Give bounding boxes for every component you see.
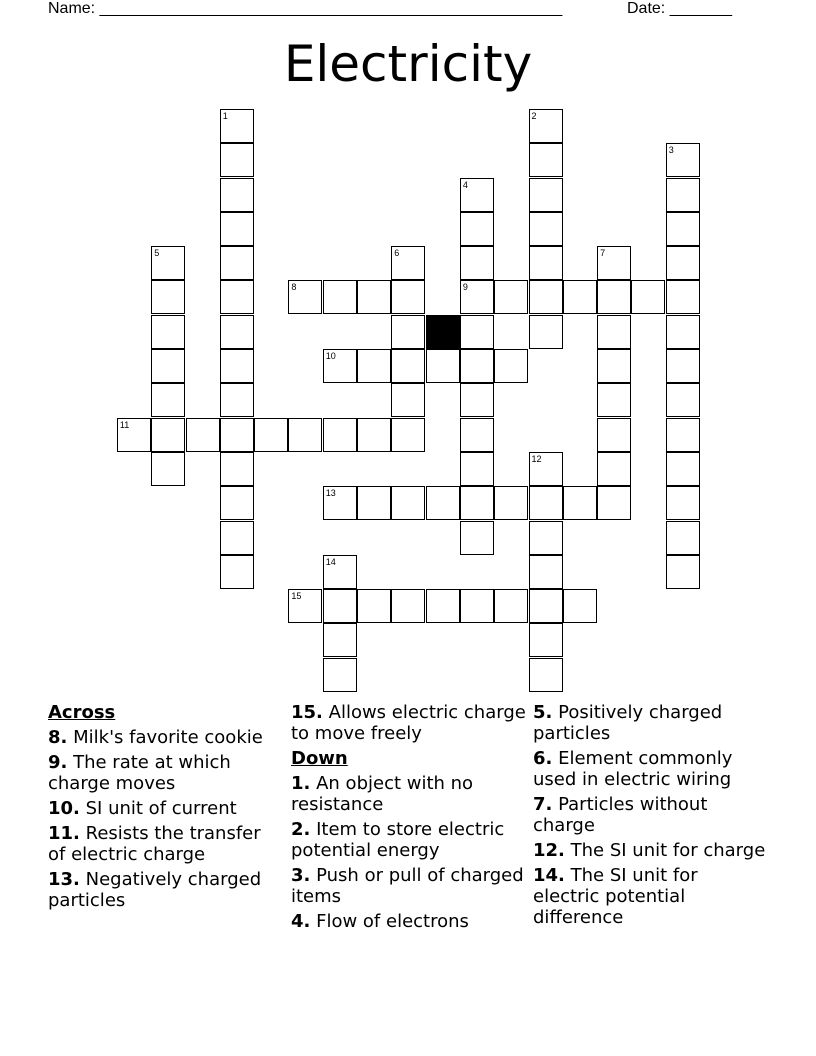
grid-cell[interactable] <box>391 418 425 452</box>
clue-across-10: 10. SI unit of current <box>48 798 237 819</box>
clue-down-7: 7. Particles without charge <box>533 794 708 836</box>
grid-cell[interactable] <box>494 589 528 623</box>
grid-cell[interactable] <box>391 315 425 349</box>
grid-cell[interactable] <box>220 486 254 520</box>
grid-cell[interactable] <box>288 280 322 314</box>
clue-down-1: 1. An object with no resistance <box>291 773 474 815</box>
grid-black-cell <box>426 315 460 349</box>
grid-cell[interactable] <box>529 452 563 486</box>
clue-number-13: 13 <box>325 488 336 499</box>
grid-cell[interactable] <box>323 589 357 623</box>
grid-cell[interactable] <box>288 589 322 623</box>
grid-cell[interactable] <box>529 212 563 246</box>
grid-cell[interactable] <box>666 143 700 177</box>
grid-cell[interactable] <box>666 418 700 452</box>
grid-cell[interactable] <box>288 418 322 452</box>
grid-cell[interactable] <box>220 555 254 589</box>
clues-column-1 <box>48 702 283 915</box>
clue-number-5: 5 <box>154 248 160 259</box>
grid-cell[interactable] <box>151 280 185 314</box>
across-heading: Across <box>48 702 116 723</box>
page-title: Electricity <box>283 35 533 93</box>
clue-number-12: 12 <box>531 453 542 464</box>
grid-cell[interactable] <box>357 589 391 623</box>
grid-cell[interactable] <box>391 589 425 623</box>
grid-cell[interactable] <box>220 521 254 555</box>
grid-cell[interactable] <box>220 109 254 143</box>
grid-cell[interactable] <box>666 383 700 417</box>
grid-cell[interactable] <box>357 486 391 520</box>
grid-cell[interactable] <box>529 623 563 657</box>
grid-cell[interactable] <box>220 349 254 383</box>
grid-cell[interactable] <box>666 315 700 349</box>
clue-number-4: 4 <box>462 179 468 190</box>
grid-cell[interactable] <box>391 280 425 314</box>
grid-cell[interactable] <box>460 315 494 349</box>
grid-cell[interactable] <box>460 418 494 452</box>
grid-cell[interactable] <box>597 246 631 280</box>
grid-cell[interactable] <box>220 383 254 417</box>
grid-cell[interactable] <box>563 486 597 520</box>
grid-cell[interactable] <box>597 452 631 486</box>
grid-cell[interactable] <box>460 521 494 555</box>
grid-cell[interactable] <box>391 383 425 417</box>
grid-cell[interactable] <box>529 555 563 589</box>
clue-number-2: 2 <box>531 110 537 121</box>
grid-cell[interactable] <box>323 418 357 452</box>
grid-cell[interactable] <box>460 589 494 623</box>
grid-cell[interactable] <box>666 486 700 520</box>
grid-cell[interactable] <box>357 418 391 452</box>
grid-cell[interactable] <box>220 418 254 452</box>
grid-cell[interactable] <box>151 383 185 417</box>
grid-cell[interactable] <box>666 349 700 383</box>
clue-down-14: 14. The SI unit for electric potential difference <box>533 865 698 928</box>
clue-across-8: 8. Milk's favorite cookie <box>48 727 263 748</box>
grid-cell[interactable] <box>494 280 528 314</box>
clue-down-12: 12. The SI unit for charge <box>533 840 766 861</box>
grid-cell[interactable] <box>460 280 494 314</box>
grid-cell[interactable] <box>220 178 254 212</box>
grid-cell[interactable] <box>323 555 357 589</box>
clue-across-9: 9. The rate at which charge moves <box>48 752 231 794</box>
grid-cell[interactable] <box>186 418 220 452</box>
grid-cell[interactable] <box>151 315 185 349</box>
grid-cell[interactable] <box>151 246 185 280</box>
grid-cell[interactable] <box>323 349 357 383</box>
grid-cell[interactable] <box>323 658 357 692</box>
grid-cell[interactable] <box>426 589 460 623</box>
grid-cell[interactable] <box>529 589 563 623</box>
clue-down-6: 6. Element commonly used in electric wiring <box>533 748 733 790</box>
grid-cell[interactable] <box>151 452 185 486</box>
clue-number-14: 14 <box>325 556 336 567</box>
grid-cell[interactable] <box>220 280 254 314</box>
grid-cell[interactable] <box>597 418 631 452</box>
grid-cell[interactable] <box>563 280 597 314</box>
grid-cell[interactable] <box>357 349 391 383</box>
grid-cell[interactable] <box>666 280 700 314</box>
grid-cell[interactable] <box>666 521 700 555</box>
grid-cell[interactable] <box>460 246 494 280</box>
clue-number-3: 3 <box>668 145 674 156</box>
grid-cell[interactable] <box>391 486 425 520</box>
grid-cell[interactable] <box>597 349 631 383</box>
grid-cell[interactable] <box>494 349 528 383</box>
grid-cell[interactable] <box>597 315 631 349</box>
grid-cell[interactable] <box>529 315 563 349</box>
grid-cell[interactable] <box>117 418 151 452</box>
grid-cell[interactable] <box>151 418 185 452</box>
grid-cell[interactable] <box>460 452 494 486</box>
clue-across-13: 13. Negatively charged particles <box>48 869 262 911</box>
clue-number-8: 8 <box>291 282 297 293</box>
grid-cell[interactable] <box>666 212 700 246</box>
clue-number-7: 7 <box>600 248 606 259</box>
clue-number-11: 11 <box>119 419 130 430</box>
clue-down-3: 3. Push or pull of charged items <box>291 865 524 907</box>
grid-cell[interactable] <box>529 486 563 520</box>
grid-cell[interactable] <box>529 178 563 212</box>
grid-cell[interactable] <box>426 486 460 520</box>
grid-cell[interactable] <box>460 383 494 417</box>
grid-cell[interactable] <box>631 280 665 314</box>
grid-cell[interactable] <box>391 349 425 383</box>
grid-cell[interactable] <box>460 486 494 520</box>
date-field-label: Date: _______ <box>627 0 732 17</box>
grid-cell[interactable] <box>597 383 631 417</box>
grid-cell[interactable] <box>323 280 357 314</box>
clue-down-4: 4. Flow of electrons <box>291 911 469 932</box>
clue-down-2: 2. Item to store electric potential energy <box>291 819 505 861</box>
grid-cell[interactable] <box>563 589 597 623</box>
grid-cell[interactable] <box>426 349 460 383</box>
grid-cell[interactable] <box>666 178 700 212</box>
grid-cell[interactable] <box>460 212 494 246</box>
clues-column-2 <box>291 702 526 936</box>
grid-cell[interactable] <box>666 452 700 486</box>
clue-number-10: 10 <box>325 351 336 361</box>
grid-cell[interactable] <box>254 418 288 452</box>
grid-cell[interactable] <box>494 486 528 520</box>
grid-cell[interactable] <box>220 143 254 177</box>
grid-cell[interactable] <box>666 555 700 589</box>
clue-number-15: 15 <box>291 591 302 602</box>
grid-cell[interactable] <box>151 349 185 383</box>
grid-cell[interactable] <box>220 315 254 349</box>
clue-down-5: 5. Positively charged particles <box>533 702 723 744</box>
grid-cell[interactable] <box>529 109 563 143</box>
clue-number-1: 1 <box>222 110 228 121</box>
clue-number-6: 6 <box>394 248 400 259</box>
grid-cell[interactable] <box>391 246 425 280</box>
name-field-label: Name: ____________________________________________________ <box>48 0 563 17</box>
grid-cell[interactable] <box>220 212 254 246</box>
grid-cell[interactable] <box>529 246 563 280</box>
clue-number-9: 9 <box>462 282 468 293</box>
clue-across-11: 11. Resists the transfer of electric charge <box>48 823 261 865</box>
grid-cell[interactable] <box>460 178 494 212</box>
grid-cell[interactable] <box>529 521 563 555</box>
down-heading: Down <box>291 748 348 769</box>
grid-cell[interactable] <box>220 246 254 280</box>
grid-cell[interactable] <box>529 143 563 177</box>
grid-cell[interactable] <box>357 280 391 314</box>
clue-across-15: 15. Allows electric charge to move freely <box>291 702 526 744</box>
grid-cell[interactable] <box>666 246 700 280</box>
grid-cell[interactable] <box>460 349 494 383</box>
grid-cell[interactable] <box>597 486 631 520</box>
clues-column-3 <box>533 702 768 932</box>
grid-cell[interactable] <box>529 280 563 314</box>
grid-cell[interactable] <box>323 623 357 657</box>
grid-cell[interactable] <box>220 452 254 486</box>
grid-cell[interactable] <box>529 658 563 692</box>
grid-cell[interactable] <box>597 280 631 314</box>
grid-cell[interactable] <box>323 486 357 520</box>
